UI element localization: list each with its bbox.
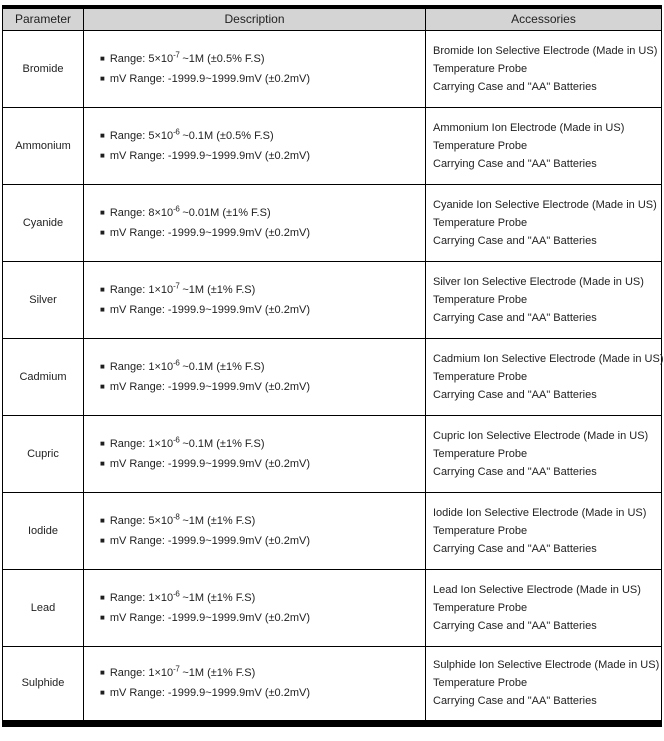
range-exponent: -6	[173, 434, 180, 444]
accessories-cell	[426, 415, 662, 492]
parameter-cell	[3, 415, 84, 492]
mv-range-line	[100, 683, 421, 703]
accessory-item: Temperature Probe	[433, 139, 528, 152]
mv-range-text: mV Range: -1999.9~1999.9mV (±0.2mV)	[109, 687, 311, 699]
parameter-name: Lead	[30, 601, 56, 614]
accessories-cell	[426, 338, 662, 415]
description-cell	[84, 338, 426, 415]
parameter-name: Ammonium	[15, 139, 71, 152]
parameter-name: Cadmium	[19, 370, 67, 383]
description-cell	[84, 415, 426, 492]
parameter-cell	[3, 30, 84, 107]
mv-range-text: mV Range: -1999.9~1999.9mV (±0.2mV)	[109, 534, 311, 547]
accessory-item: Carrying Case and "AA" Batteries	[433, 80, 597, 93]
accessory-item: Sulphide Ion Selective Electrode (Made in US)	[433, 659, 660, 671]
accessory-item: Cadmium Ion Selective Electrode (Made in US)	[433, 352, 664, 365]
accessory-item: Temperature Probe	[433, 601, 528, 614]
table-row	[3, 261, 662, 338]
accessories-cell	[426, 569, 662, 646]
table-row	[3, 492, 662, 569]
bullet-square-icon: ■	[100, 535, 105, 545]
accessory-item: Iodide Ion Selective Electrode (Made in US)	[433, 506, 647, 519]
range-suffix: ~1M (±0.5% F.S)	[179, 52, 265, 65]
range-prefix: Range: 1×10	[109, 667, 174, 679]
range-prefix: Range: 8×10	[109, 206, 174, 219]
accessory-item: Temperature Probe	[433, 524, 528, 537]
table-row	[3, 646, 662, 723]
bullet-square-icon: ■	[100, 227, 105, 237]
accessories-cell	[426, 107, 662, 184]
mv-range-line	[100, 454, 421, 474]
description-cell	[84, 569, 426, 646]
parameter-cell	[3, 338, 84, 415]
table-row	[3, 184, 662, 261]
bullet-square-icon: ■	[100, 515, 105, 525]
range-exponent: -6	[173, 588, 180, 598]
parameter-cell	[3, 184, 84, 261]
range-exponent: -7	[173, 280, 180, 290]
bullet-square-icon: ■	[100, 150, 105, 160]
accessory-item: Bromide Ion Selective Electrode (Made in US)	[433, 44, 658, 57]
mv-range-line	[100, 300, 421, 320]
accessory-item: Temperature Probe	[433, 62, 528, 75]
bullet-square-icon: ■	[100, 130, 105, 140]
bullet-square-icon: ■	[100, 458, 105, 468]
description-cell	[84, 261, 426, 338]
accessories-cell	[426, 646, 662, 723]
parameter-name: Iodide	[28, 524, 58, 537]
range-exponent: -6	[173, 203, 180, 213]
accessory-item: Carrying Case and "AA" Batteries	[433, 619, 597, 632]
description-cell	[84, 184, 426, 261]
mv-range-text: mV Range: -1999.9~1999.9mV (±0.2mV)	[109, 303, 311, 316]
mv-range-text: mV Range: -1999.9~1999.9mV (±0.2mV)	[109, 226, 311, 239]
range-prefix: Range: 5×10	[109, 129, 174, 142]
parameter-cell	[3, 492, 84, 569]
parameter-name: Bromide	[22, 62, 64, 75]
accessory-item: Carrying Case and "AA" Batteries	[433, 311, 597, 324]
accessory-item: Lead Ion Selective Electrode (Made in US)	[433, 583, 641, 596]
accessory-item: Carrying Case and "AA" Batteries	[433, 542, 597, 555]
accessory-item: Cyanide Ion Selective Electrode (Made in US)	[433, 198, 657, 211]
range-exponent: -7	[173, 664, 180, 674]
range-line	[100, 434, 421, 454]
range-prefix: Range: 5×10	[109, 514, 174, 527]
bullet-square-icon: ■	[100, 304, 105, 314]
accessory-item: Temperature Probe	[433, 216, 528, 229]
accessory-item: Ammonium Ion Electrode (Made in US)	[433, 121, 625, 134]
accessory-item: Temperature Probe	[433, 677, 528, 689]
mv-range-line	[100, 223, 421, 243]
table-row	[3, 338, 662, 415]
mv-range-line	[100, 377, 421, 397]
range-suffix: ~0.1M (±1% F.S)	[179, 360, 265, 373]
range-exponent: -8	[173, 511, 180, 521]
table-row	[3, 415, 662, 492]
range-exponent: -7	[173, 49, 180, 59]
range-suffix: ~1M (±1% F.S)	[179, 667, 256, 679]
range-prefix: Range: 1×10	[109, 591, 174, 604]
mv-range-line	[100, 608, 421, 628]
mv-range-line	[100, 146, 421, 166]
range-line	[100, 49, 421, 69]
accessories-cell	[426, 261, 662, 338]
range-prefix: Range: 1×10	[109, 360, 174, 373]
accessories-cell	[426, 492, 662, 569]
accessory-item: Carrying Case and "AA" Batteries	[433, 157, 597, 170]
accessories-cell	[426, 30, 662, 107]
description-cell	[84, 646, 426, 723]
table-header-row	[3, 7, 662, 30]
range-line	[100, 663, 421, 683]
range-prefix: Range: 1×10	[109, 437, 174, 450]
bullet-square-icon: ■	[100, 381, 105, 391]
range-line	[100, 357, 421, 377]
mv-range-text: mV Range: -1999.9~1999.9mV (±0.2mV)	[109, 380, 311, 393]
description-cell	[84, 492, 426, 569]
table-row	[3, 107, 662, 184]
range-suffix: ~1M (±1% F.S)	[179, 514, 256, 527]
parameter-cell	[3, 646, 84, 723]
mv-range-text: mV Range: -1999.9~1999.9mV (±0.2mV)	[109, 149, 311, 162]
ion-electrode-spec-table	[2, 5, 662, 727]
accessory-item: Carrying Case and "AA" Batteries	[433, 388, 597, 401]
mv-range-line	[100, 531, 421, 551]
bullet-square-icon: ■	[100, 668, 105, 677]
range-suffix: ~0.1M (±0.5% F.S)	[179, 129, 274, 142]
parameter-name: Cyanide	[22, 216, 64, 229]
range-line	[100, 588, 421, 608]
accessory-item: Cupric Ion Selective Electrode (Made in US)	[433, 429, 649, 442]
bullet-square-icon: ■	[100, 438, 105, 448]
bullet-square-icon: ■	[100, 73, 105, 83]
range-prefix: Range: 5×10	[109, 52, 174, 65]
header-description: Description	[84, 7, 426, 30]
accessory-item: Silver Ion Selective Electrode (Made in US)	[433, 275, 644, 288]
parameter-name: Silver	[29, 293, 57, 306]
bullet-square-icon: ■	[100, 207, 105, 217]
accessory-item: Temperature Probe	[433, 447, 528, 460]
mv-range-text: mV Range: -1999.9~1999.9mV (±0.2mV)	[109, 457, 311, 470]
parameter-cell	[3, 107, 84, 184]
range-suffix: ~1M (±1% F.S)	[179, 283, 256, 296]
bullet-square-icon: ■	[100, 53, 105, 63]
parameter-name: Cupric	[27, 447, 59, 460]
bullet-square-icon: ■	[100, 361, 105, 371]
range-exponent: -6	[173, 126, 180, 136]
parameter-cell	[3, 569, 84, 646]
bullet-square-icon: ■	[100, 688, 105, 697]
description-cell	[84, 30, 426, 107]
table-row	[3, 30, 662, 107]
mv-range-line	[100, 69, 421, 89]
range-line	[100, 203, 421, 223]
parameter-cell	[3, 261, 84, 338]
bullet-square-icon: ■	[100, 284, 105, 294]
bullet-square-icon: ■	[100, 612, 105, 622]
header-parameter: Parameter	[3, 7, 84, 30]
range-suffix: ~1M (±1% F.S)	[179, 591, 256, 604]
header-accessories: Accessories	[426, 7, 662, 30]
accessory-item: Temperature Probe	[433, 370, 528, 383]
range-line	[100, 280, 421, 300]
range-suffix: ~0.01M (±1% F.S)	[179, 206, 271, 219]
range-exponent: -6	[173, 357, 180, 367]
table-row	[3, 569, 662, 646]
range-line	[100, 126, 421, 146]
description-cell	[84, 107, 426, 184]
range-prefix: Range: 1×10	[109, 283, 174, 296]
bullet-square-icon: ■	[100, 592, 105, 602]
range-line	[100, 511, 421, 531]
range-suffix: ~0.1M (±1% F.S)	[179, 437, 265, 450]
mv-range-text: mV Range: -1999.9~1999.9mV (±0.2mV)	[109, 72, 311, 85]
accessory-item: Carrying Case and "AA" Batteries	[433, 695, 597, 707]
accessory-item: Carrying Case and "AA" Batteries	[433, 465, 597, 478]
mv-range-text: mV Range: -1999.9~1999.9mV (±0.2mV)	[109, 611, 311, 624]
accessory-item: Temperature Probe	[433, 293, 528, 306]
accessory-item: Carrying Case and "AA" Batteries	[433, 234, 597, 247]
parameter-name: Sulphide	[21, 677, 65, 689]
accessories-cell	[426, 184, 662, 261]
